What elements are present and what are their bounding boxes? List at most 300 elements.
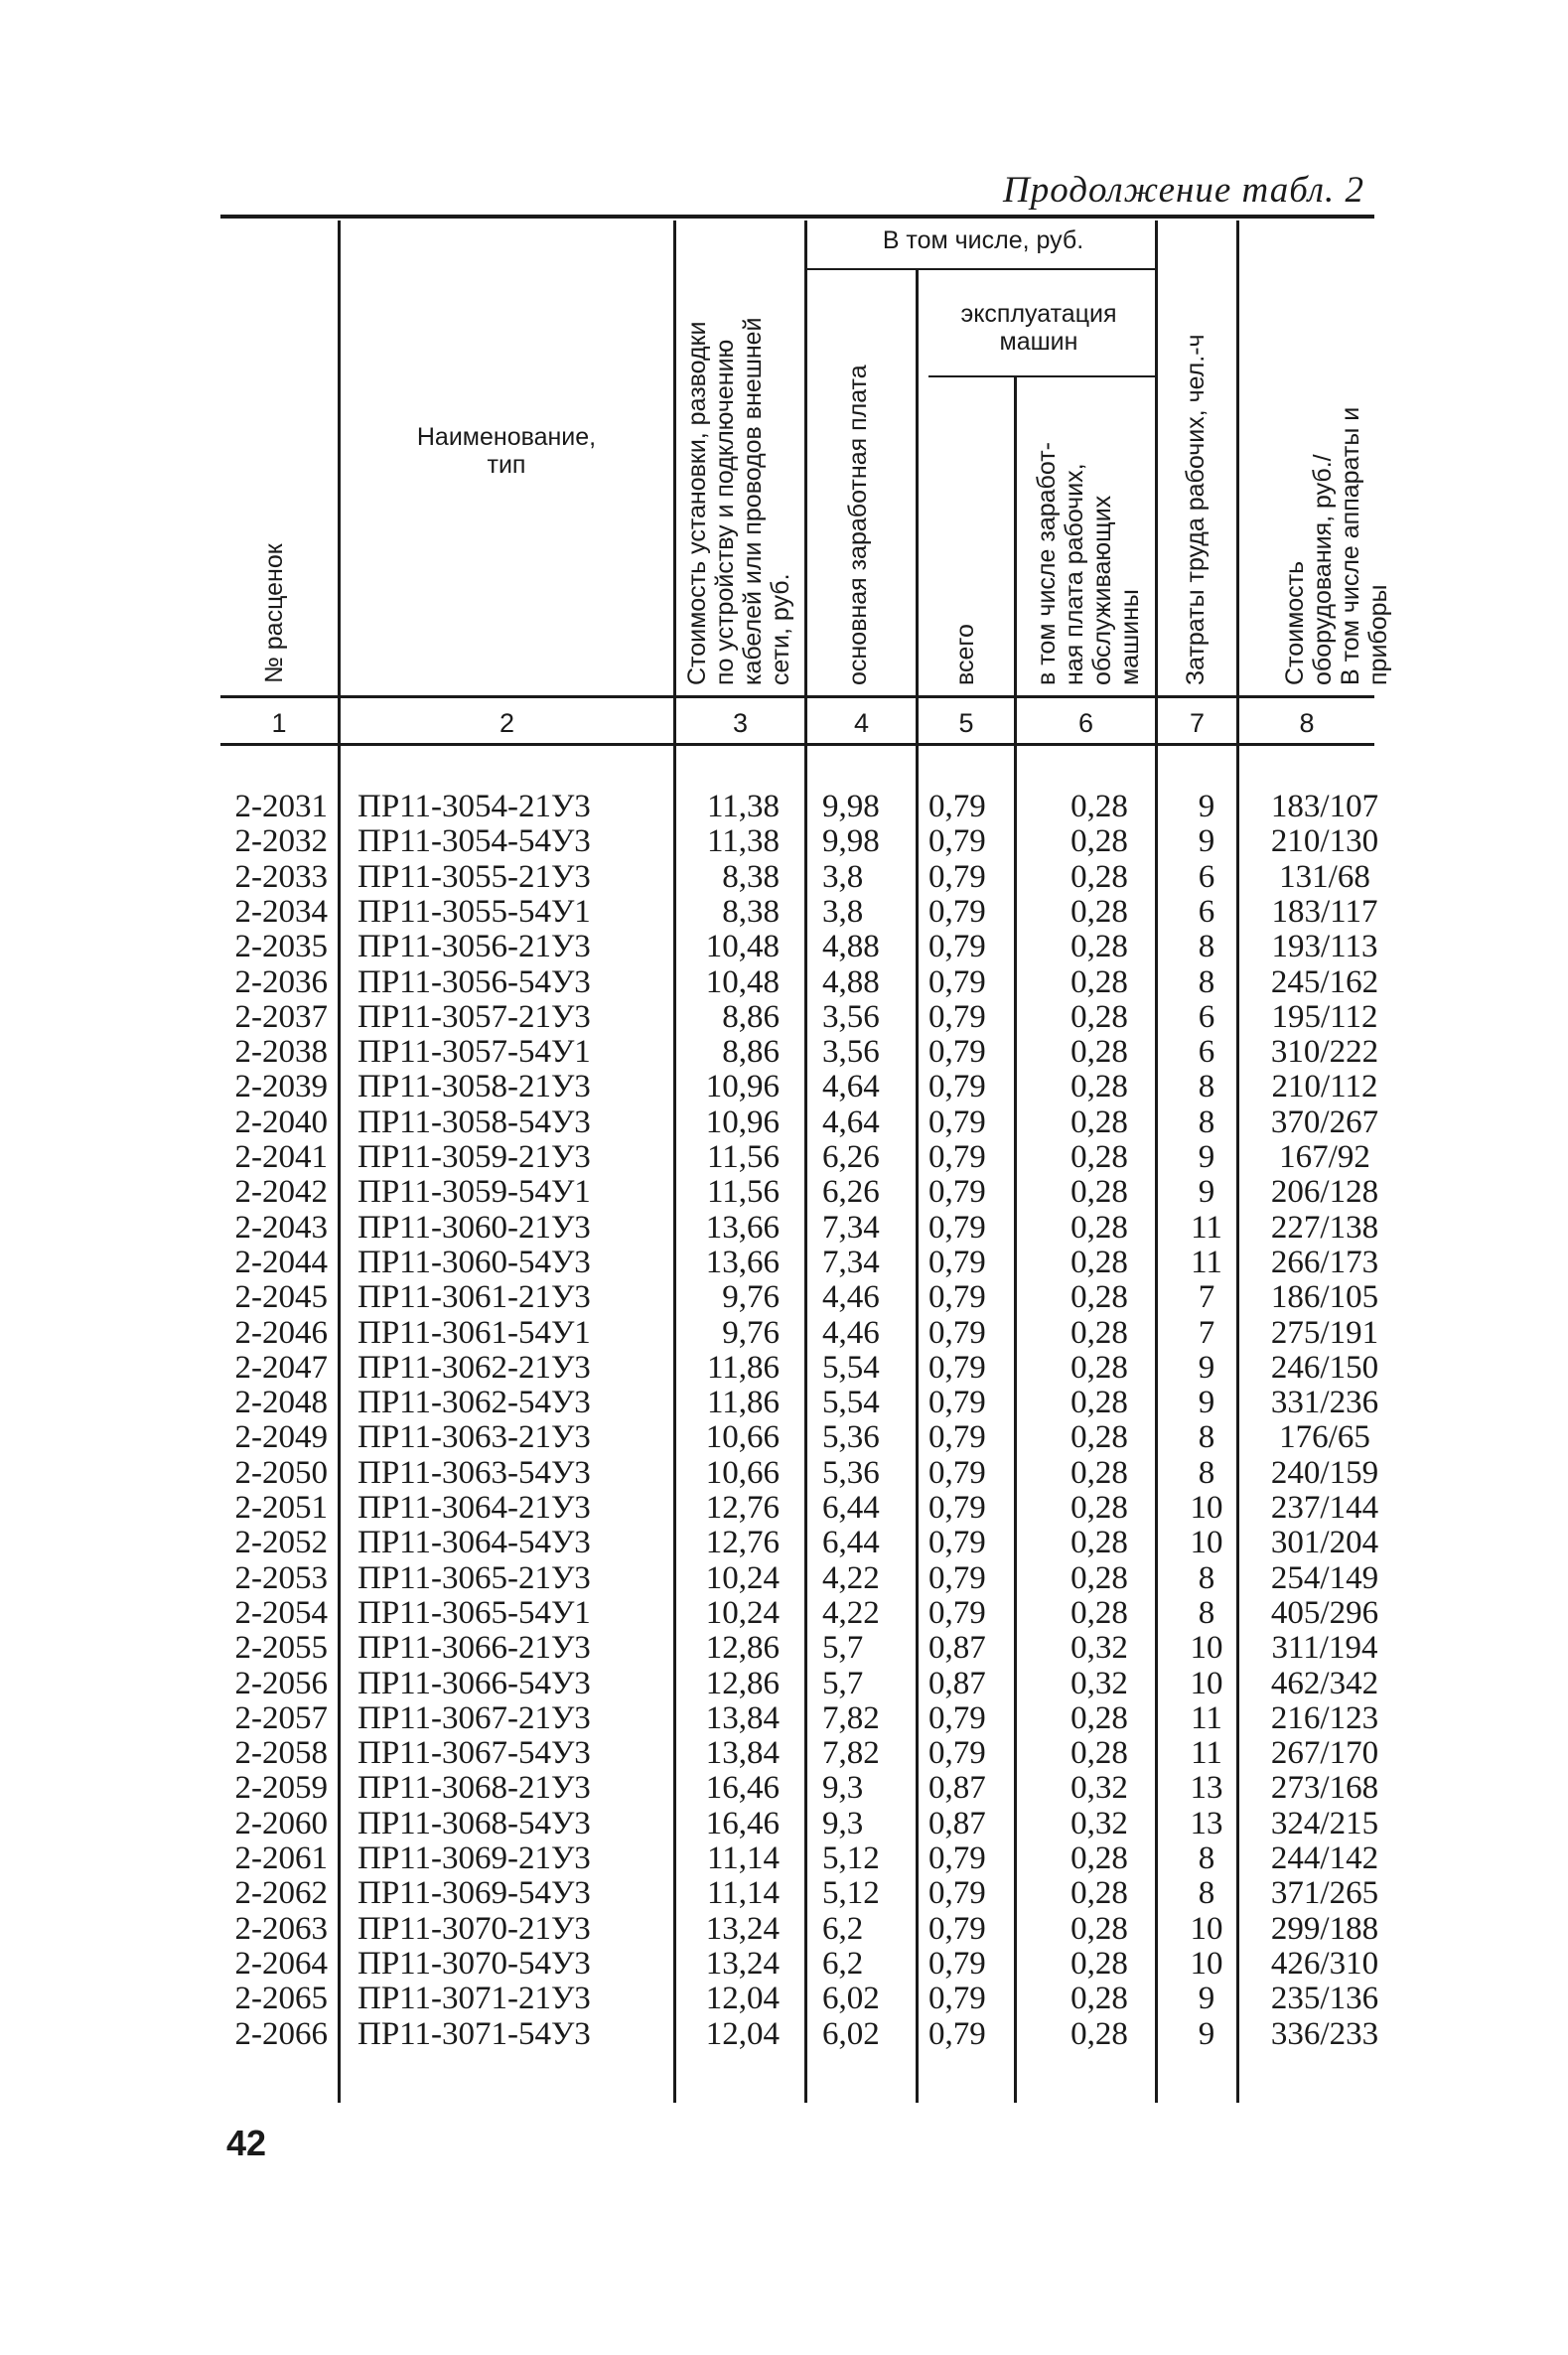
table-cell: 2-2034 [234,893,328,930]
table-cell: 6,02 [822,1981,880,2017]
table-cell: 0,28 [1070,789,1128,824]
table-cell: 244/142 [1270,1840,1379,1876]
table-cell: 0,28 [1070,998,1128,1035]
table-cell: 176/65 [1279,1419,1370,1456]
page-number: 42 [226,2123,267,2163]
table-cell: 5,12 [822,1875,880,1912]
table-cell: 235/136 [1270,1981,1379,2017]
table-cell: 0,79 [928,1104,986,1140]
column-divider [1014,377,1017,2103]
table-cell: 0,79 [928,998,986,1035]
table-cell: 10,66 [705,1454,780,1491]
table-cell: 2-2035 [234,929,328,965]
table-cell: 16,46 [705,1805,780,1841]
table-cell: 7,82 [822,1735,880,1772]
table-cell: 9 [1198,1385,1215,1421]
table-cell: 2-2046 [234,1314,328,1351]
table-cell: 210/112 [1271,1069,1378,1105]
table-cell: 6,44 [822,1490,880,1526]
table-cell: 12,76 [705,1525,780,1561]
table-cell: 8 [1198,1594,1215,1631]
table-cell: 6 [1198,1034,1215,1071]
table-cell: 11,38 [706,823,780,860]
table-cell: 4,88 [822,963,880,1000]
table-cell: 0,79 [928,1559,986,1596]
table-cell: 0,28 [1070,1034,1128,1071]
group-rule [807,268,1155,270]
table-cell: 7 [1198,1279,1215,1316]
table-cell: 0,79 [928,963,986,1000]
table-cell: 8 [1198,1840,1215,1876]
table-cell: 6 [1198,893,1215,930]
table-cell: 2-2052 [234,1525,328,1561]
table-cell: ПР11-3055-21У3 [357,858,591,895]
table-cell: 11,14 [706,1840,780,1876]
column-divider [804,221,807,2103]
column-number: 2 [499,708,515,738]
table-cell: 2-2042 [234,1174,328,1211]
table-cell: 7,34 [822,1209,880,1246]
table-cell: 0,28 [1070,1559,1128,1596]
table-cell: 2-2059 [234,1770,328,1807]
table-cell: 0,87 [928,1805,986,1841]
table-cell: 2-2060 [234,1805,328,1841]
table-cell: 2-2045 [234,1279,328,1316]
table-cell: 0,28 [1070,1349,1128,1386]
table-cell: 0,79 [928,893,986,930]
table-cell: 0,79 [928,1419,986,1456]
table-cell: 6,02 [822,2015,880,2052]
table-cell: 183/117 [1271,893,1378,930]
table-cell: 0,79 [928,1875,986,1912]
table-cell: 0,79 [928,1981,986,2017]
table-cell: 3,56 [822,998,880,1035]
table-cell: 7,34 [822,1244,880,1280]
table-cell: 6,2 [822,1910,864,1947]
table-cell: 210/130 [1270,823,1379,860]
table-cell: ПР11-3056-54У3 [357,963,591,1000]
table-cell: 8 [1198,1419,1215,1456]
table-cell: 5,36 [822,1454,880,1491]
table-cell: 167/92 [1279,1139,1370,1175]
table-cell: 240/159 [1270,1454,1379,1491]
table-cell: 2-2050 [234,1454,328,1491]
table-cell: 11,56 [706,1174,780,1211]
table-cell: 371/265 [1270,1875,1379,1912]
table-cell: 9,3 [822,1805,864,1841]
table-cell: 8 [1198,1104,1215,1140]
table-cell: 193/113 [1271,929,1378,965]
table-cell: 2-2054 [234,1594,328,1631]
table-cell: 2-2049 [234,1419,328,1456]
table-cell: 13,84 [705,1735,780,1772]
header-subgroup: эксплуатация машин [960,300,1117,356]
table-cell: 11 [1191,1735,1222,1772]
table-cell: 0,79 [928,1840,986,1876]
header-col1: № расценок [260,543,288,683]
table-cell: 10 [1190,1910,1223,1947]
table-cell: 0,87 [928,1770,986,1807]
table-cell: 0,28 [1070,1385,1128,1421]
column-number: 3 [732,708,749,738]
table-cell: 9 [1198,2015,1215,2052]
header-col8: Стоимость оборудования, руб./ В том числе аппараты и приборы [1281,406,1392,685]
table-cell: 9 [1198,823,1215,860]
table-cell: 11 [1191,1699,1222,1736]
table-cell: 0,32 [1070,1770,1128,1807]
table-cell: 331/236 [1270,1385,1379,1421]
table-cell: 2-2033 [234,858,328,895]
table-cell: 0,28 [1070,1279,1128,1316]
table-cell: 0,79 [928,1314,986,1351]
table-cell: 8 [1198,1875,1215,1912]
table-cell: 246/150 [1270,1349,1379,1386]
table-cell: 254/149 [1270,1559,1379,1596]
table-cell: 8 [1198,1454,1215,1491]
table-cell: 0,79 [928,1525,986,1561]
table-cell: 0,79 [928,1349,986,1386]
table-cell: 10 [1190,1490,1223,1526]
table-cell: 10 [1190,1630,1223,1667]
table-cell: 0,28 [1070,1945,1128,1982]
table-cell: 0,28 [1070,1314,1128,1351]
table-cell: 0,79 [928,1034,986,1071]
table-cell: ПР11-3054-21У3 [357,789,591,824]
table-cell: 2-2039 [234,1069,328,1105]
table-cell: 10,24 [705,1559,780,1596]
table-cell: 4,64 [822,1069,880,1105]
table-cell: ПР11-3059-21У3 [357,1139,591,1175]
table-cell: 0,79 [928,929,986,965]
table-cell: 237/144 [1270,1490,1379,1526]
table-cell: 8,86 [722,1034,780,1071]
table-cell: ПР11-3067-54У3 [357,1735,591,1772]
table-cell: 9 [1198,1139,1215,1175]
table-cell: 9,3 [822,1770,864,1807]
column-number: 4 [853,708,870,738]
table-cell: ПР11-3061-21У3 [357,1279,591,1316]
table-cell: 3,56 [822,1034,880,1071]
table-cell: 0,79 [928,1069,986,1105]
table-cell: 0,79 [928,1209,986,1246]
table-cell: 0,79 [928,858,986,895]
table-cell: 0,28 [1070,1910,1128,1947]
table-cell: 267/170 [1270,1735,1379,1772]
table-cell: 11,38 [706,789,780,824]
table-cell: 12,86 [705,1630,780,1667]
table-cell: 10,48 [705,963,780,1000]
table-cell: 0,79 [928,1594,986,1631]
table-cell: ПР11-3064-54У3 [357,1525,591,1561]
table-cell: 0,28 [1070,1875,1128,1912]
table-cell: 405/296 [1270,1594,1379,1631]
table-cell: 5,36 [822,1419,880,1456]
table-cell: 13,24 [705,1910,780,1947]
table-cell: 0,79 [928,1139,986,1175]
table-cell: 0,32 [1070,1630,1128,1667]
table-cell: ПР11-3061-54У1 [357,1314,591,1351]
table-cell: 0,79 [928,1945,986,1982]
table-cell: 2-2048 [234,1385,328,1421]
header-col7: Затраты труда рабочих, чел.-ч [1182,334,1210,685]
table-cell: 0,28 [1070,1454,1128,1491]
table-cell: 13,84 [705,1699,780,1736]
table-cell: 266/173 [1270,1244,1379,1280]
table-cell: 2-2037 [234,998,328,1035]
table-cell: 0,28 [1070,1104,1128,1140]
table-cell: 10,96 [705,1069,780,1105]
table-cell: 0,28 [1070,1525,1128,1561]
table-cell: 10 [1190,1945,1223,1982]
header-col3: Стоимость установки, разводки по устройству и подключению кабелей или проводов внешней сети, руб. [683,317,794,685]
table-cell: ПР11-3056-21У3 [357,929,591,965]
table-cell: 0,79 [928,823,986,860]
table-cell: 12,04 [705,1981,780,2017]
table-cell: 5,7 [822,1630,864,1667]
table-cell: 0,79 [928,1279,986,1316]
table-cell: 4,46 [822,1279,880,1316]
table-cell: ПР11-3054-54У3 [357,823,591,860]
table-cell: 0,28 [1070,1174,1128,1211]
table-cell: 2-2041 [234,1139,328,1175]
table-cell: ПР11-3066-54У3 [357,1665,591,1701]
table-cell: 3,8 [822,893,864,930]
table-cell: 273/168 [1270,1770,1379,1807]
table-cell: 0,28 [1070,893,1128,930]
table-cell: ПР11-3058-54У3 [357,1104,591,1140]
table-cell: 16,46 [705,1770,780,1807]
table-cell: ПР11-3055-54У1 [357,893,591,930]
table-cell: ПР11-3068-54У3 [357,1805,591,1841]
table-cell: 8,38 [722,858,780,895]
table-cell: 0,79 [928,1385,986,1421]
column-number: 1 [271,708,287,738]
table-cell: ПР11-3069-21У3 [357,1840,591,1876]
table-cell: 10,96 [705,1104,780,1140]
table-cell: 2-2040 [234,1104,328,1140]
table-cell: 0,28 [1070,2015,1128,2052]
table-cell: 275/191 [1270,1314,1379,1351]
table-cell: 0,79 [928,1735,986,1772]
table-cell: 6 [1198,998,1215,1035]
table-cell: 0,28 [1070,1419,1128,1456]
table-cell: 186/105 [1270,1279,1379,1316]
header-col2: Наименование, тип [416,423,597,479]
table-cell: 9 [1198,1174,1215,1211]
table-cell: ПР11-3069-54У3 [357,1875,591,1912]
table-cell: 0,28 [1070,963,1128,1000]
table-cell: 0,28 [1070,1490,1128,1526]
table-cell: 10,66 [705,1419,780,1456]
table-cell: 11,86 [706,1385,780,1421]
table-cell: 7 [1198,1314,1215,1351]
table-cell: 11 [1191,1244,1222,1280]
table-cell: ПР11-3065-54У1 [357,1594,591,1631]
table-cell: 0,32 [1070,1665,1128,1701]
table-cell: 131/68 [1279,858,1370,895]
table-cell: 9,76 [722,1279,780,1316]
table-cell: 2-2064 [234,1945,328,1982]
table-cell: 6,26 [822,1139,880,1175]
table-cell: 0,28 [1070,1139,1128,1175]
table-cell: ПР11-3063-21У3 [357,1419,591,1456]
table-cell: 5,12 [822,1840,880,1876]
table-cell: 0,28 [1070,1699,1128,1736]
table-cell: 8 [1198,929,1215,965]
table-cell: 13,24 [705,1945,780,1982]
table-cell: 0,28 [1070,1735,1128,1772]
table-cell: ПР11-3060-21У3 [357,1209,591,1246]
table-cell: 0,28 [1070,1594,1128,1631]
table-cell: 11,86 [706,1349,780,1386]
subgroup-rule [928,375,1155,377]
table-cell: 3,8 [822,858,864,895]
table-cell: ПР11-3063-54У3 [357,1454,591,1491]
table-cell: 0,79 [928,1699,986,1736]
table-cell: 8 [1198,963,1215,1000]
table-cell: 2-2066 [234,2015,328,2052]
table-cell: 426/310 [1270,1945,1379,1982]
table-cell: ПР11-3066-21У3 [357,1630,591,1667]
table-caption: Продолжение табл. 2 [1003,170,1365,211]
table-cell: 324/215 [1270,1805,1379,1841]
table-cell: 4,46 [822,1314,880,1351]
table-cell: 9 [1198,1981,1215,2017]
table-cell: ПР11-3070-54У3 [357,1945,591,1982]
table-cell: 8 [1198,1069,1215,1105]
table-cell: 2-2051 [234,1490,328,1526]
table-cell: 0,79 [928,1490,986,1526]
table-cell: 2-2055 [234,1630,328,1667]
table-cell: 4,22 [822,1594,880,1631]
table-cell: 0,79 [928,1244,986,1280]
table-cell: 370/267 [1270,1104,1379,1140]
table-cell: 6,44 [822,1525,880,1561]
table-cell: ПР11-3064-21У3 [357,1490,591,1526]
table-cell: 12,76 [705,1490,780,1526]
table-cell: 2-2056 [234,1665,328,1701]
table-cell: 2-2058 [234,1735,328,1772]
numbers-bottom-rule [220,743,1374,746]
table-cell: 336/233 [1270,2015,1379,2052]
table-cell: 6 [1198,858,1215,895]
header-col6: в том числе заработ- ная плата рабочих, обслуживающих машины [1033,442,1144,685]
table-cell: ПР11-3070-21У3 [357,1910,591,1947]
table-cell: 2-2053 [234,1559,328,1596]
table-cell: 0,79 [928,789,986,824]
table-cell: 13,66 [705,1244,780,1280]
table-cell: 0,28 [1070,1840,1128,1876]
table-cell: 8,38 [722,893,780,930]
table-cell: 9 [1198,1349,1215,1386]
table-cell: 13,66 [705,1209,780,1246]
table-cell: 2-2036 [234,963,328,1000]
table-cell: 0,32 [1070,1805,1128,1841]
table-cell: 13 [1190,1770,1223,1807]
column-number: 7 [1189,708,1206,738]
table-cell: 195/112 [1271,998,1378,1035]
table-cell: 0,28 [1070,823,1128,860]
table-cell: 5,54 [822,1385,880,1421]
table-cell: 227/138 [1270,1209,1379,1246]
table-cell: 12,04 [705,2015,780,2052]
table-cell: ПР11-3068-21У3 [357,1770,591,1807]
table-cell: 2-2031 [234,789,328,824]
table-cell: ПР11-3065-21У3 [357,1559,591,1596]
table-cell: 8 [1198,1559,1215,1596]
column-divider [916,268,919,2103]
table-cell: ПР11-3060-54У3 [357,1244,591,1280]
table-cell: 0,28 [1070,858,1128,895]
table-cell: ПР11-3067-21У3 [357,1699,591,1736]
table-cell: 2-2044 [234,1244,328,1280]
table-cell: 0,79 [928,2015,986,2052]
table-cell: 0,87 [928,1665,986,1701]
table-cell: 5,7 [822,1665,864,1701]
header-bottom-rule [220,695,1374,698]
table-cell: 10 [1190,1665,1223,1701]
table-cell: 0,79 [928,1174,986,1211]
top-rule [220,215,1374,219]
table-cell: 0,87 [928,1630,986,1667]
table-cell: 0,28 [1070,1981,1128,2017]
table-cell: 311/194 [1271,1630,1378,1667]
table-cell: 2-2043 [234,1209,328,1246]
table-cell: 0,28 [1070,929,1128,965]
table-cell: 2-2057 [234,1699,328,1736]
table-cell: 9,98 [822,823,880,860]
table-cell: 0,28 [1070,1069,1128,1105]
table-cell: 10,24 [705,1594,780,1631]
table-cell: 4,88 [822,929,880,965]
table-cell: 0,79 [928,1910,986,1947]
header-group: В том числе, руб. [882,226,1084,254]
table-cell: 4,64 [822,1104,880,1140]
table-cell: 2-2062 [234,1875,328,1912]
table-cell: 7,82 [822,1699,880,1736]
table-cell: 2-2038 [234,1034,328,1071]
table-cell: ПР11-3059-54У1 [357,1174,591,1211]
table-cell: 9,98 [822,789,880,824]
table-cell: ПР11-3058-21У3 [357,1069,591,1105]
table-cell: 13 [1190,1805,1223,1841]
header-col4: основная заработная плата [844,365,872,685]
table-cell: 299/188 [1270,1910,1379,1947]
table-cell: 11 [1191,1209,1222,1246]
table-cell: 4,22 [822,1559,880,1596]
table-cell: 301/204 [1270,1525,1379,1561]
table-cell: 0,28 [1070,1209,1128,1246]
table-cell: 11,14 [706,1875,780,1912]
table-cell: ПР11-3071-54У3 [357,2015,591,2052]
table-cell: 10 [1190,1525,1223,1561]
table-cell: 0,28 [1070,1244,1128,1280]
table-cell: 9 [1198,789,1215,824]
header-col5: всего [951,624,979,685]
table-cell: 2-2061 [234,1840,328,1876]
table-cell: ПР11-3057-21У3 [357,998,591,1035]
table-cell: 2-2065 [234,1981,328,2017]
table-cell: ПР11-3071-21У3 [357,1981,591,2017]
column-number: 6 [1077,708,1094,738]
table-cell: 206/128 [1270,1174,1379,1211]
column-number: 8 [1299,708,1315,738]
table-cell: 10,48 [705,929,780,965]
table-cell: 216/123 [1270,1699,1379,1736]
table-cell: 310/222 [1270,1034,1379,1071]
table-cell: 2-2063 [234,1910,328,1947]
table-cell: 6,26 [822,1174,880,1211]
